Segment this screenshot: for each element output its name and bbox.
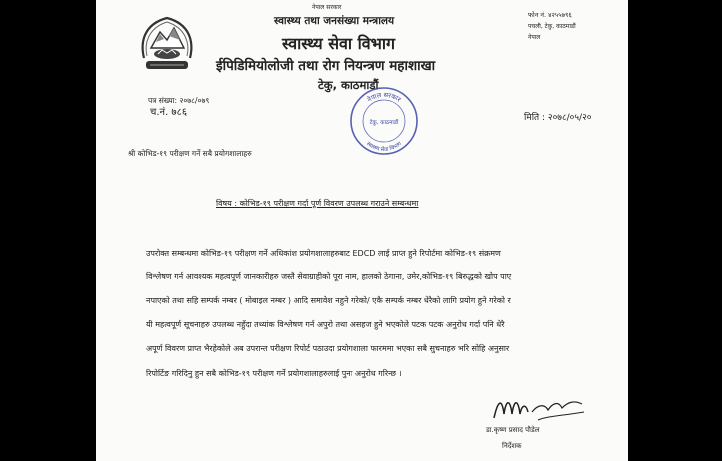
letter-number: पत्र संख्या: २०७८/०७९ (148, 96, 210, 105)
country-label: नेपाल (528, 34, 541, 41)
stamp-ring-top-text: नेपाल सरकार (365, 90, 403, 104)
signer-name: डा.कृष्ण प्रसाद पौडेल (486, 426, 540, 434)
stamp-center-text: टेकु, काठमाडौं (369, 120, 399, 126)
nepal-emblem-icon (138, 12, 196, 74)
letter-page (96, 0, 628, 461)
letter-date: मिति : २०७८/०५/२० (524, 113, 592, 123)
body-line: विश्लेषण गर्न आवश्यक महत्वपूर्ण जानकारीहरु जस्तै सेवाग्राहीको पूरा नाम, हालको ठेगाना, उमेर,कोभिड-१९ बिरुद्धको खोप पाए (146, 272, 512, 281)
phone-number: फोन नं. ४२५५७९६ (528, 11, 572, 19)
division-name: ईपिडिमियोलोजी तथा रोग नियन्त्रण महाशाखा (216, 58, 436, 74)
svg-text:नेपाल सरकार (366, 91, 403, 104)
body-line: उपरोक्त सम्बन्धमा कोभिड-१९ परीक्षण गर्ने अधिकांश प्रयोगशालाहरुबाट EDCD लाई प्राप्त हुने रिपोर्टमा कोभिड-१९ संक्रमण (146, 249, 501, 258)
recipient-line: श्री कोभिड-१९ परीक्षण गर्ने सबै प्रयोगशालाहरु (128, 149, 252, 158)
subject-line: विषय : कोभिड-१९ परीक्षण गर्दा पूर्ण विवरण उपलब्ध गराउने सम्बन्धमा (216, 199, 419, 208)
government-label: नेपाल सरकार (312, 4, 342, 11)
dispatch-number: च.नं. ७८६ (150, 107, 188, 118)
body-line: रिपोर्टिङ गरिदिनु हुन सबै कोभिड-१९ परीक्षण गर्ने प्रयोगशालाहरुलाई पुनः अनुरोध गरिन्छ । (146, 369, 402, 378)
handwritten-signature (488, 390, 588, 428)
signer-designation: निर्देशक (502, 442, 522, 450)
body-line: यी महत्वपूर्ण सूचनाहरु उपलब्ध नहुँदा तथ्यांक विश्लेषण गर्न अपुरो तथा असहज हुने भएकोले पटक पटक अनुरोध गर्दा पनि धेरै (146, 320, 505, 329)
body-line: अपूर्ण विवरण प्राप्त भैरहेकोले अब उपरान्त परीक्षण रिपोर्ट पठाउदा प्रयोगशाला फारममा भएका सबै सुचनाहरु भरि सोहि अनुसार (146, 344, 510, 353)
department-name: स्वास्थ्य सेवा विभाग (282, 34, 396, 53)
office-stamp (348, 85, 420, 157)
office-address: पचली, टेकु, काठमाडौं (528, 23, 576, 30)
ministry-name: स्वास्थ्य तथा जनसंख्या मन्त्रालय (274, 15, 395, 27)
body-line: नपाएको तथा सहि सम्पर्क नम्बर ( मोबाइल नम्बर ) आदि समावेश नहुने गरेको/ एकै सम्पर्क नम्बर धेरैको लागि प्रयोग हुने गरेको र (146, 296, 511, 305)
stamp-ring-bottom-text: स्वास्थ्य सेवा विभाग (365, 141, 403, 154)
office-location: टेकु, काठमाडौं (318, 78, 379, 92)
